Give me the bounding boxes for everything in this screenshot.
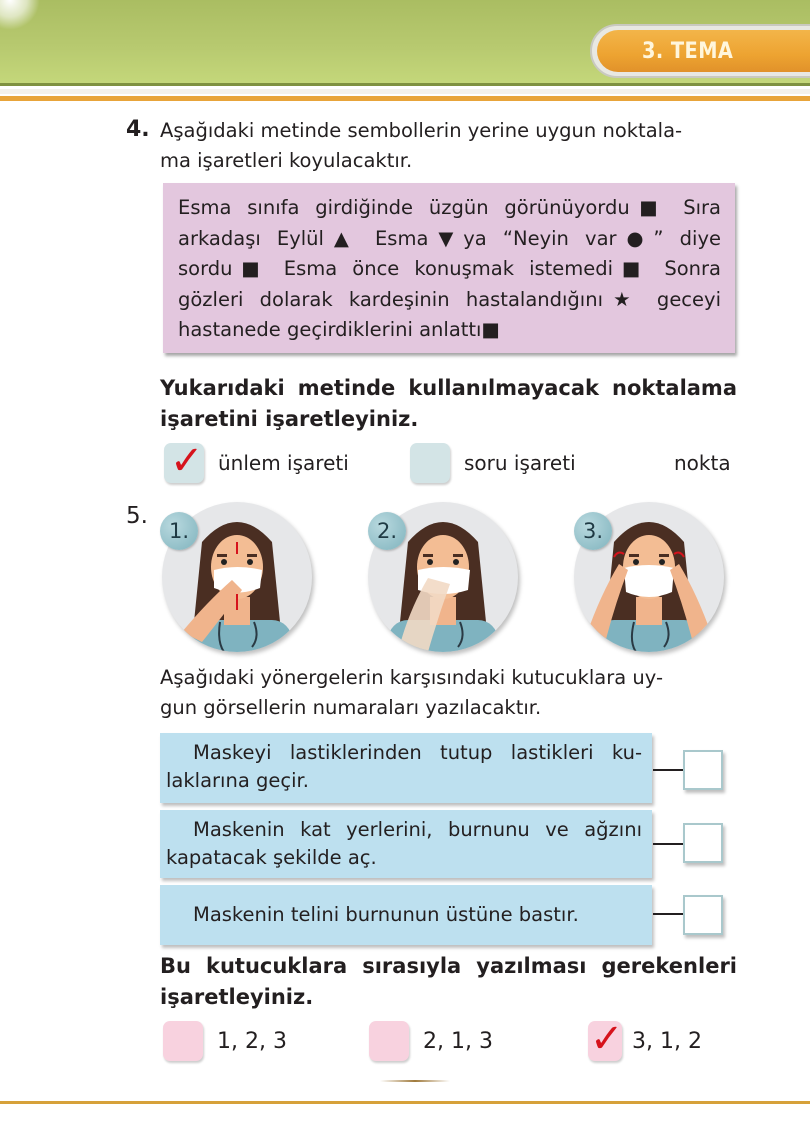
- passage-line: hastanede geçirdiklerini anlattı■: [178, 318, 500, 341]
- instruction-line: kapatacak şekilde aç.: [166, 846, 377, 869]
- option-1-2-3[interactable]: [163, 1021, 287, 1061]
- checkmark-icon: ✓: [590, 1016, 624, 1062]
- passage-line: gözleri dolarak kardeşinin hastalandığını★ geceyi: [178, 287, 721, 311]
- option-label: 1, 2, 3: [217, 1028, 287, 1054]
- passage-line: sordu■ Esma önce konuşmak istemedi■ Sonra: [178, 257, 721, 280]
- theme-pill: [597, 30, 810, 72]
- prompt-line: gun görsellerin numaraları yazılacaktır.: [160, 696, 542, 719]
- instruction-line: Maskenin telini burnunun üstüne bastır.: [193, 903, 579, 926]
- option-2-1-3[interactable]: [369, 1021, 493, 1061]
- instruction-line: Maskeyi lastiklerinden tutup lastikleri ku-: [193, 741, 642, 764]
- theme-label: 3. TEMA: [642, 38, 734, 64]
- option-soru-isareti[interactable]: [410, 443, 576, 483]
- option-label: 2, 1, 3: [423, 1028, 493, 1054]
- passage-box: [163, 183, 735, 353]
- footer-rule: [0, 1101, 810, 1104]
- passage-line: arkadaşı Eylül▲ Esma▼ya “Neyin var●” diye: [178, 226, 721, 250]
- connector-line: [653, 769, 683, 771]
- prompt-line: Aşağıdaki yönergelerin karşısındaki kutucuklara uy-: [160, 666, 663, 689]
- connector-line: [653, 843, 683, 845]
- question-5-instruction-line2: işaretleyiniz.: [160, 985, 314, 1009]
- question-5-instruction-line1: Bu kutucuklara sırasıyla yazılması gerekenleri: [160, 954, 737, 978]
- answer-box-2[interactable]: [683, 823, 723, 863]
- header-rule: [0, 96, 810, 101]
- answer-checkbox[interactable]: [410, 443, 450, 483]
- answer-checkbox[interactable]: [369, 1021, 409, 1061]
- header-glow: [0, 0, 40, 30]
- picture-2-badge: 2.: [368, 512, 406, 550]
- instruction-line: Maskenin kat yerlerini, burnunu ve ağzını: [193, 818, 642, 841]
- prompt-line: Aşağıdaki metinde sembollerin yerine uygun noktala-: [160, 119, 683, 142]
- picture-3-badge: 3.: [574, 512, 612, 550]
- question-5-prompt: [160, 663, 740, 723]
- prompt-line: ma işaretleri koyulacaktır.: [160, 149, 413, 172]
- answer-checkbox[interactable]: [164, 438, 204, 484]
- instruction-line: laklarına geçir.: [166, 769, 309, 792]
- answer-checkbox[interactable]: [588, 1016, 624, 1062]
- question-4-prompt: [160, 116, 750, 176]
- footer-smudge: [380, 1080, 450, 1082]
- option-label: nokta: [674, 451, 731, 475]
- option-label: ünlem işareti: [218, 451, 349, 475]
- option-nokta[interactable]: [620, 443, 731, 483]
- answer-box-1[interactable]: [683, 750, 723, 790]
- checkmark-icon: ✓: [170, 438, 204, 484]
- question-4-instruction-line2: işaretini işaretleyiniz.: [160, 407, 419, 431]
- picture-1-badge: 1.: [160, 512, 198, 550]
- question-5-number: 5.: [126, 503, 148, 529]
- option-label: soru işareti: [464, 451, 576, 475]
- passage-line: Esma sınıfa girdiğinde üzgün görünüyordu■ Sıra: [178, 196, 721, 219]
- answer-box-3[interactable]: [683, 895, 723, 935]
- option-label: 3, 1, 2: [632, 1028, 702, 1054]
- answer-checkbox[interactable]: [163, 1021, 203, 1061]
- instruction-box-2: [160, 810, 652, 878]
- instruction-box-1: [160, 733, 652, 803]
- header-divider: [0, 89, 810, 94]
- question-4-number: 4.: [126, 117, 150, 142]
- option-unlem-isareti[interactable]: [164, 438, 349, 484]
- answer-checkbox[interactable]: [620, 443, 660, 483]
- instruction-box-3: [160, 885, 652, 945]
- connector-line: [653, 913, 683, 915]
- question-4-instruction-line1: Yukarıdaki metinde kullanılmayacak noktalama: [160, 376, 737, 400]
- option-3-1-2[interactable]: [588, 1016, 702, 1062]
